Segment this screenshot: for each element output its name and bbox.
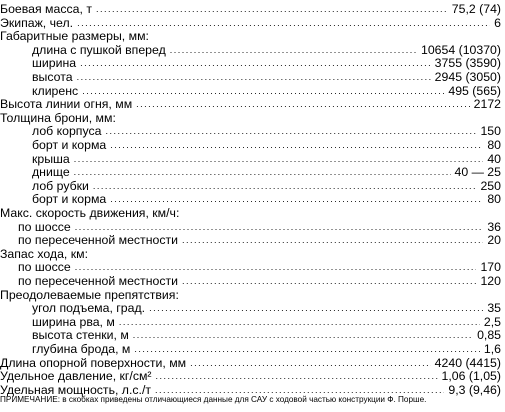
spec-value: 75,2 (74) [451,2,501,16]
spec-label: лоб рубки [32,178,89,193]
spec-label: по шоссе [18,260,71,275]
spec-value: 120 [480,274,501,288]
spec-value: 20 [487,233,501,248]
spec-value: 150 [480,124,501,139]
dot-leader [170,45,417,55]
dot-leader [93,181,477,191]
spec-label: по пересеченной местности [18,233,178,248]
spec-value: 80 [487,138,501,152]
dot-leader [80,58,431,68]
spec-label: Удельное давление, кг/см² [0,369,152,384]
section-heading: Преодолеваемые препятствия: [0,287,179,302]
spec-value: 1,06 (1,05) [441,369,501,384]
spec-label: Длина опорной поверхности, мм [0,355,187,370]
dot-leader [119,317,480,327]
spec-label: ширина рва, м [32,314,115,329]
dot-leader [182,235,483,245]
spec-value: 6 [494,15,501,30]
spec-label: борт и корма [32,138,107,152]
spec-value: 2,5 [483,314,501,329]
footnote: ПРИМЕЧАНИЕ: в скобках приведены отличающиеся данные для САУ с ходовой частью конструкции Ф. Порше. [0,395,427,404]
spec-label: ширина [32,56,77,71]
section-heading: Толщина брони, мм: [0,110,116,125]
spec-value: 80 [487,192,501,207]
spec-value: 2172 [473,97,501,112]
spec-label: длина с пушкой вперед [32,42,166,57]
dot-leader [75,222,484,232]
dot-leader [133,330,473,340]
dot-leader [74,154,484,164]
spec-value: 250 [480,178,501,193]
spec-label: Экипаж, чел. [0,15,74,30]
spec-label: крыша [32,151,70,166]
spec-value: 35 [487,301,501,316]
spec-label: Удельная мощность, л.с./т [0,382,152,397]
dot-leader [149,303,483,313]
spec-value: 4240 (4415) [434,355,501,370]
spec-value: 36 [487,219,501,234]
dot-leader [156,371,438,381]
spec-label: угол подъема, град. [32,301,146,316]
dot-leader [134,344,480,354]
dot-leader [110,194,483,204]
dot-leader [136,99,469,109]
spec-value: 40 [487,151,501,166]
spec-label: Высота линии огня, мм [0,97,133,112]
section-heading: Макс. скорость движения, км/ч: [0,206,180,220]
spec-label: по шоссе [18,219,71,234]
spec-label: днище [32,165,70,180]
spec-value: 3755 (3590) [434,56,501,71]
spec-value: 0,85 [477,328,501,343]
spec-value: 9,3 (9,46) [448,382,501,397]
dot-leader [105,126,476,136]
spec-label: клиренс [32,83,79,98]
dot-leader [110,140,483,150]
spec-value: 1,6 [483,342,501,356]
section-heading: Запас хода, км: [0,246,89,261]
dot-leader [82,86,444,96]
spec-label: лоб корпуса [32,124,102,139]
spec-label: глубина брода, м [32,342,131,356]
spec-row [18,232,501,247]
dot-leader [74,167,451,177]
spec-label: высота [32,70,73,84]
spec-value: 495 (565) [448,83,501,98]
dot-leader [155,385,444,395]
spec-value: 10654 (10370) [421,42,501,57]
dot-leader [77,72,431,82]
section-heading: Габаритные размеры, мм: [0,29,149,44]
dot-leader [96,4,448,14]
dot-leader [77,18,490,28]
dot-leader [182,276,476,286]
spec-value: 2945 (3050) [434,70,501,84]
dot-leader [75,262,477,272]
spec-value: 40 — 25 [454,165,501,180]
spec-value: 170 [480,260,501,275]
dot-leader [190,358,431,368]
spec-label: высота стенки, м [32,328,129,343]
spec-label: борт и корма [32,192,107,207]
spec-label: по пересеченной местности [18,274,178,288]
spec-label: Боевая масса, т [0,2,92,16]
